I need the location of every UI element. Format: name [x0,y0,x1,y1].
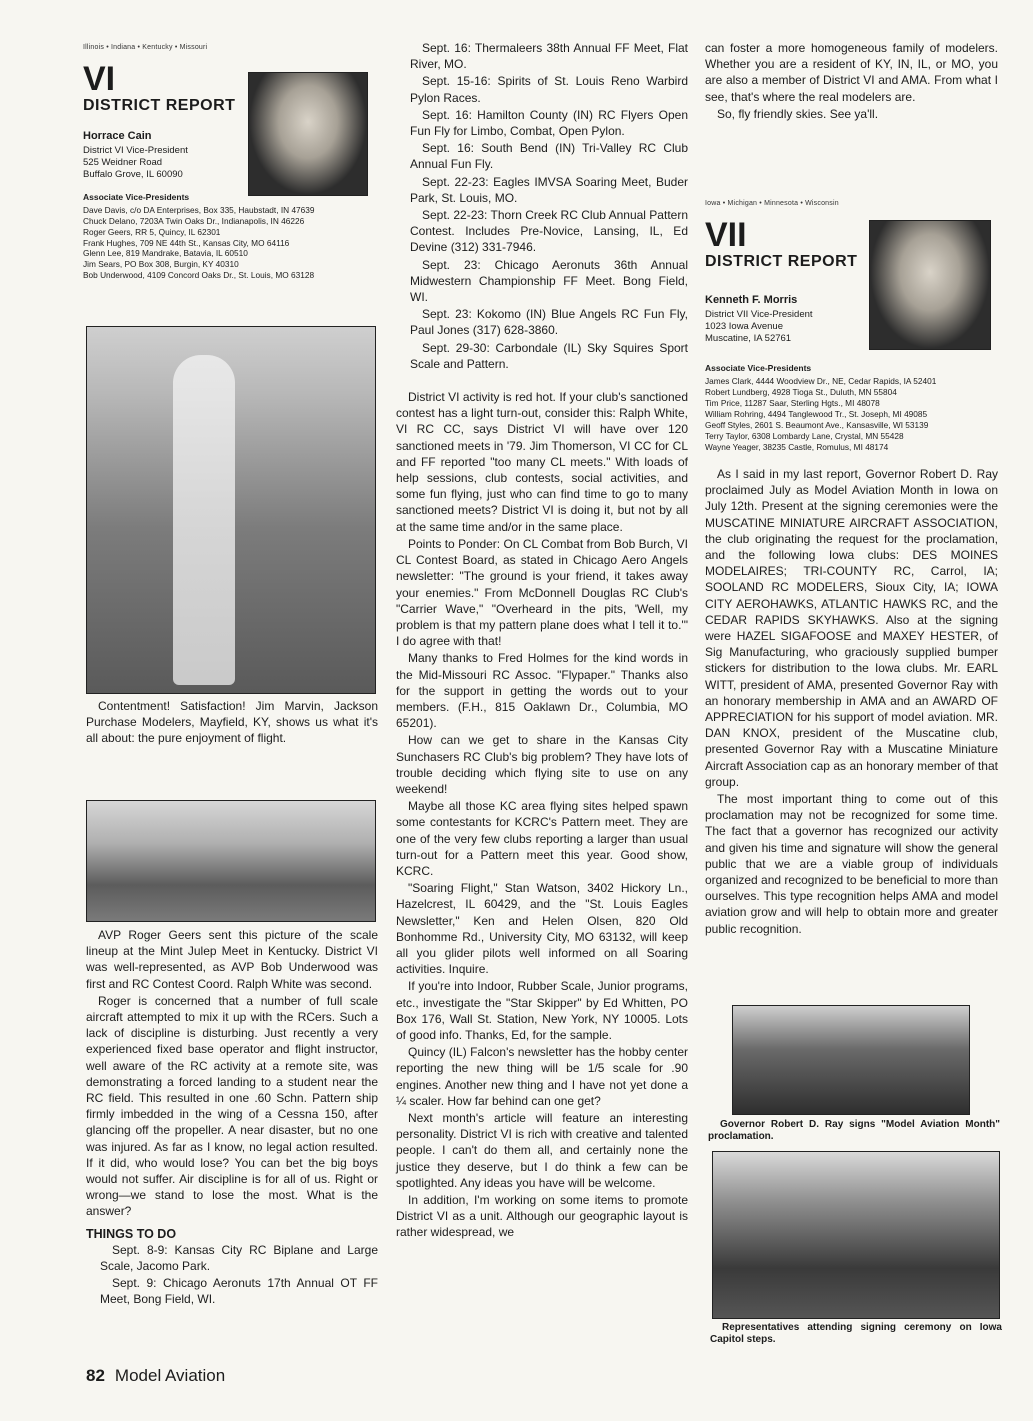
event-item: Sept. 15-16: Spirits of St. Louis Reno Warbird Pylon Races. [410,74,688,105]
paragraph: If you're into Indoor, Rubber Scale, Junior programs, etc., investigate the "Star Skipper" by Ed Whitten, PO Box 176, Wall St. Station, New York, NY 10005. Lots of good info. Thanks, Ed, for the sample. [396,979,688,1042]
avp-line: Tim Price, 11287 Saar, Sterling Hgts., MI 48078 [705,398,880,409]
magazine-name: Model Aviation [114,1366,226,1385]
district-7-vp-address1: 1023 Iowa Avenue [705,320,784,332]
avp-line: William Rohring, 4494 Tanglewood Tr., St. Joseph, MI 49085 [705,408,928,419]
page-number: 82 [86,1366,105,1385]
caption-1-block [86,698,378,748]
jim-marvin-photo [86,326,376,694]
avp-line: Wayne Yeager, 38235 Castle, Romulus, MI 48174 [705,441,889,452]
paragraph: Points to Ponder: On CL Combat from Bob Burch, VI CL Contest Board, as stated in Chicago Aero Angels newsletter: "The ground is your friend, it takes away your enemies." From McDonnell Douglas RC Club's "Carrier Wave," "Overheard in the pits, 'Well, my problem is that my pattern plane does what I tell it to.'" I do agree with that! [396,536,688,649]
governor-signing-photo [732,1005,970,1115]
caption-governor: Governor Robert D. Ray signs "Model Aviation Month" proclamation. [708,1119,1000,1142]
paragraph: can foster a more homogeneous family of modelers. Whether you are a resident of KY, IN, IL, or MO, you are also a member of District VI and AMA. From what I see, that's where the real modelers are. [705,41,998,104]
district-7-states: Iowa • Michigan • Minnesota • Wisconsin [705,200,839,207]
kenneth-morris-portrait [869,220,991,350]
event-item: Sept. 16: South Bend (IN) Tri-Valley RC Club Annual Fun Fly. [410,141,688,172]
caption-governor-block [708,1119,1000,1143]
avp-line: Bob Underwood, 4109 Concord Oaks Dr., St. Louis, MO 63128 [83,270,315,281]
caption-reps-block [710,1322,1002,1346]
district-7-avps [705,360,998,453]
avp-line: Jim Sears, PO Box 308, Burgin, KY 40310 [83,259,239,270]
district-7-avp-label: Associate Vice-Presidents [705,363,812,373]
avp-line: Glenn Lee, 819 Mandrake, Batavia, IL 60510 [83,248,248,259]
district-6-avp-label: Associate Vice-Presidents [83,191,190,202]
column-3-top [705,40,998,123]
column-2 [396,40,688,1242]
capitol-steps-photo [712,1151,1000,1319]
paragraph-roger: Roger is concerned that a number of full scale aircraft attempted to mix it up with the RCers. Such a lack of discipline is disturbing. Just recently a very experienced fixed base operator and flight instructor, well aware of the RC activity at a remote site, was demonstrating a forced landing to a student near the RC field. This resulted in one .60 Schn. Pattern ship firmly imbedded in the wing of a Cessna 150, after glancing off the propeller. A near disaster, but no one was injured. As far as I know, no legal action resulted. If it did, who would lose? You can bet the big boys would not suffer. Air discipline is for all of us. Right or wrong—we stand to lose the most. What is the answer? [86,993,378,1219]
event-item: Sept. 29-30: Carbondale (IL) Sky Squires Sport Scale and Pattern. [410,340,688,371]
district-6-vp-address2: Buffalo Grove, IL 60090 [83,168,183,180]
paragraph: The most important thing to come out of this proclamation may not be recognized for some time. The fact that a governor has recognized our activity and given his time and signature will show the general public that we are a viable group of individuals organized and recognized to be beneficial to more than ourselves. This type recognition helps AMA and model aviation grow and will help to obtain more and greater public recognition. [705,792,998,936]
district-7-vp-address2: Muscatine, IA 52761 [705,332,792,344]
district-7-number: VII [705,216,747,255]
avp-line: Robert Lundberg, 4928 Tioga St., Duluth, MN 55804 [705,387,897,398]
event-item: Sept. 16: Thermaleers 38th Annual FF Meet, Flat River, MO. [410,41,688,72]
horrace-cain-portrait [248,72,368,196]
page-footer [86,1366,225,1386]
event-item: Sept. 23: Chicago Aeronuts 36th Annual Midwestern Championship FF Meet. Bong Field, WI. [410,257,688,305]
event-item: Sept. 22-23: Eagles IMVSA Soaring Meet, Buder Park, St. Louis, MO. [410,174,688,205]
paragraph: "Soaring Flight," Stan Watson, 3402 Hickory Ln., Hazelcrest, IL 60429, and the "St. Louis Eagles Newsletter," Ken and Helen Olsen, 820 Old Bonhomme Rd., University City, MO 63132, will keep all you glider pilots well informed on all Soaring activities. Inquire. [396,881,688,977]
avp-line: Chuck Delano, 7203A Twin Oaks Dr., Indianapolis, IN 46226 [83,215,305,226]
flyer-figure [173,355,235,685]
avp-line: Geoff Styles, 2601 S. Beaumont Ave., Kansasville, WI 53139 [705,419,929,430]
caption-representatives: Representatives attending signing ceremony on Iowa Capitol steps. [710,1322,1002,1345]
district-7-header [705,196,875,345]
avp-line: Frank Hughes, 709 NE 44th St., Kansas City, MO 64116 [83,237,290,248]
column-1-body [86,927,378,1309]
paragraph: In addition, I'm working on some items to promote District VI as a unit. Although our geographic layout is rather widespread, we [396,1193,688,1240]
district-6-vp-address1: 525 Weidner Road [83,156,163,168]
event-item: Sept. 8-9: Kansas City RC Biplane and Large Scale, Jacomo Park. [100,1242,378,1274]
district-6-states: Illinois • Indiana • Kentucky • Missouri [83,44,208,51]
event-item: Sept. 22-23: Thorn Creek RC Club Annual Pattern Contest. Includes Pre-Novice, Lansing, IL, Ed Devine (312) 331-7946. [410,208,688,255]
district-6-vp-title: District VI Vice-President [83,144,188,156]
district-7-vp-title: District VII Vice-President [705,308,813,320]
caption-scale-lineup: AVP Roger Geers sent this picture of the scale lineup at the Mint Julep Meet in Kentucky. District VI was well-represented, as AVP Bob Underwood was first and RC Contest Coord. Ralph White was second. [86,928,378,991]
scale-lineup-photo [86,800,376,922]
event-item: Sept. 16: Hamilton County (IN) RC Flyers Open Fun Fly for Limbo, Combat, Open Pylon. [410,107,688,139]
paragraph: Next month's article will feature an interesting personality. District VI is rich with creative and talented people. I can't do them all, and certainly none the justice they deserve, but I do think a few can be spotlighted. Any ideas you have will be welcome. [396,1111,688,1190]
caption-jim-marvin: Contentment! Satisfaction! Jim Marvin, Jackson Purchase Modelers, Mayfield, KY, shows us what it's all about: the pure enjoyment of flight. [86,699,378,746]
paragraph: District VI activity is red hot. If your club's sanctioned contest has a light turn-out, consider this: Ralph White, VI RC CC, says District VI will have over 120 sanctioned meets in '79. Jim Thomerson, VI CC for CL and FF reported "too many CL meets." With loads of help sessions, club contests, social activities, and some fun flying, just who can find time to go to many sanctioned meets? District VI is doing it, but not by all at the same time and/or in the same place. [396,390,688,534]
avp-line: Dave Davis, c/o DA Enterprises, Box 335, Haubstadt, IN 47639 [83,204,315,215]
avp-line: James Clark, 4444 Woodview Dr., NE, Cedar Rapids, IA 52401 [705,376,937,387]
paragraph: As I said in my last report, Governor Robert D. Ray proclaimed July as Model Aviation Month in Iowa on July 12th. Present at the signing ceremonies were the MUSCATINE MINIATURE AIRCRAFT ASSOCIATION, the club originating the request for the proclamation, and the following Iowa clubs: DES MOINES MODELAIRES; TRI-COUNTY RC, Carrol, IA; SOOLAND RC MODELERS, Sioux City, IA; IOWA CITY AEROHAWKS, ATLANTIC HAWKS RC, and the CEDAR RAPIDS SKYHAWKS. Also at the signing were HAZEL SIGAFOOSE and MAXEY HESTER, of Sig Manufacturing, who graciously supplied bumper stickers for distribution to the Iowa clubs. Mr. EARL WITT, president of AMA, presented Governor Ray with an honorary membership in AMA and an AWARD OF APPRECIATION for his support of model aviation. MR. DAN KNOX, president of the Muscatine club, presented Governor Ray with a Muscatine Miniature Aircraft Association cap as an honorary member of that group. [705,467,998,789]
avp-line: Terry Taylor, 6308 Lombardy Lane, Crystal, MN 55428 [705,430,904,441]
district-6-title: DISTRICT REPORT [83,97,236,115]
event-item: Sept. 23: Kokomo (IN) Blue Angels RC Fun Fly, Paul Jones (317) 628-3860. [410,307,688,338]
district-7-body [705,466,998,938]
district-6-vp-name: Horrace Cain [83,130,152,143]
things-to-do-heading: THINGS TO DO [86,1226,177,1241]
avp-line: Roger Geers, RR 5, Quincy, IL 62301 [83,226,221,237]
district-7-vp-name: Kenneth F. Morris [705,294,798,307]
paragraph: Many thanks to Fred Holmes for the kind words in the Mid-Missouri RC Assoc. "Flypaper." Thanks also for the support in getting the words out to your members. (F.H., 815 Oaklawn Dr., Columbia, MO 65201). [396,651,688,731]
district-6-number: VI [83,60,116,99]
paragraph: How can we get to share in the Kansas City Sunchasers RC Club's big problem? They have lots of trouble deciding which flying site to use on any weekend! [396,733,688,796]
event-item: Sept. 9: Chicago Aeronuts 17th Annual OT FF Meet, Bong Field, WI. [100,1276,378,1307]
paragraph: Maybe all those KC area flying sites helped spawn some contestants for KCRC's Pattern meet. They are one of the very few clubs reporting a larger than usual turn-out for a Pattern meet this year. Good show, KCRC. [396,799,688,878]
paragraph: So, fly friendly skies. See ya'll. [717,106,879,121]
paragraph: Quincy (IL) Falcon's newsletter has the hobby center reporting the new thing will be 1/5 scale for .90 engines. Another new thing and I have not yet done a ¼ scaler. How far behind can one get? [396,1045,688,1108]
district-7-title: DISTRICT REPORT [705,253,858,271]
